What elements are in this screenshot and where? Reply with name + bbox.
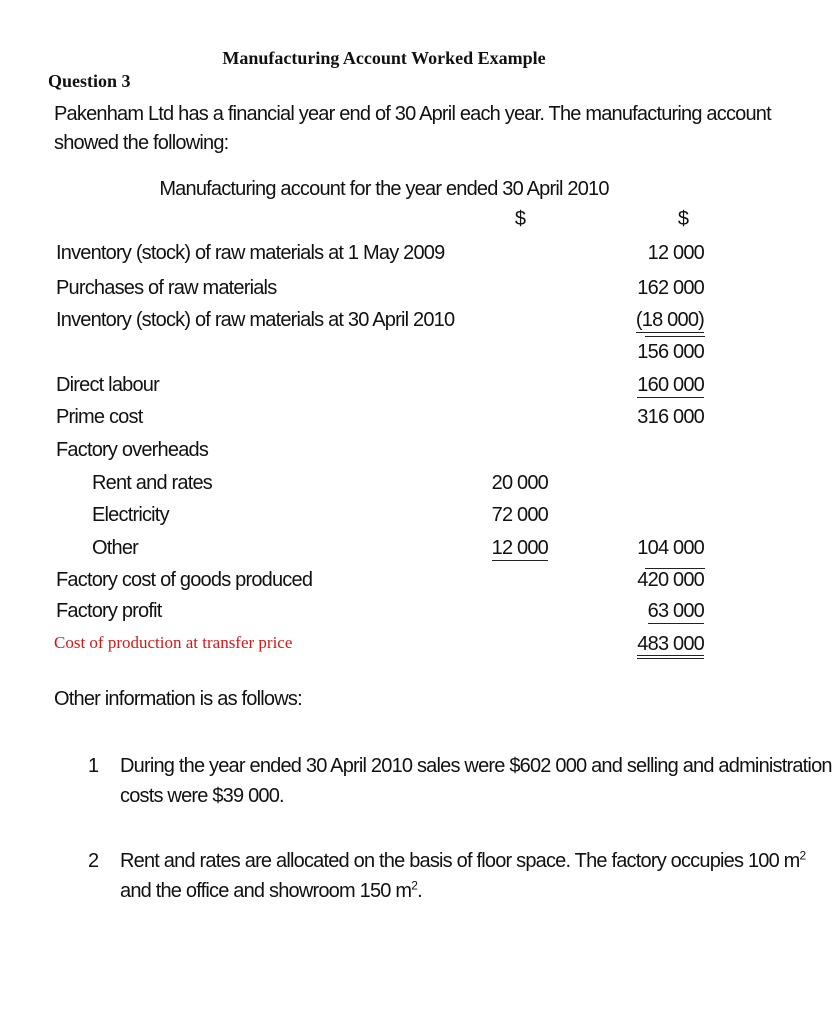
account-row-amount: [600, 600, 704, 623]
account-row-label: Rent and rates: [92, 472, 212, 494]
item-text: and the office and showroom 150 m: [120, 880, 412, 902]
superscript: 2: [411, 878, 418, 893]
account-row-label: Electricity: [92, 504, 169, 526]
account-row-amount: [600, 309, 704, 332]
account-row-label: Purchases of raw materials: [56, 277, 277, 299]
item-number: 1: [88, 755, 99, 777]
account-row-amount: 104 000: [637, 537, 704, 559]
account-title: Manufacturing account for the year ended 30 April 2010: [159, 178, 609, 200]
account-row-label: Factory overheads: [56, 439, 209, 461]
account-row-label: Direct labour: [56, 374, 159, 396]
account-row-amount: 162 000: [637, 277, 704, 299]
item-text-line: During the year ended 30 April 2010 sales were $602 000 and selling and administration: [120, 755, 832, 777]
account-row-label: Other: [92, 537, 139, 559]
amount-underlined: 63 000: [647, 600, 704, 622]
item-number: 2: [88, 850, 99, 872]
account-row-label: Inventory (stock) of raw materials at 1 May 2009: [56, 242, 445, 264]
superscript: 2: [799, 848, 806, 863]
subtotal-rule: [645, 568, 705, 569]
column-header-1: $: [514, 208, 526, 230]
item-text-line: [120, 880, 422, 903]
account-row-subamount: 20 000: [491, 472, 548, 494]
amount-underlined: (18 000): [635, 309, 704, 331]
account-row-amount: 12 000: [647, 242, 704, 264]
item-text: .: [417, 880, 422, 902]
account-row-subamount: 72 000: [491, 504, 548, 526]
intro-text-line-1: Pakenham Ltd has a financial year end of 30 April each year. The manufacturing account: [54, 103, 771, 125]
item-text-line: [120, 850, 805, 873]
item-text-line: costs were $39 000.: [120, 785, 284, 807]
amount-underlined: 160 000: [637, 374, 704, 396]
other-info-heading: Other information is as follows:: [54, 688, 302, 710]
account-row-amount: [600, 633, 704, 656]
account-row-label: Inventory (stock) of raw materials at 30 April 2010: [56, 309, 455, 331]
account-row-amount: [600, 374, 704, 397]
column-header-2: $: [677, 208, 689, 230]
amount-double-underlined: 483 000: [637, 633, 704, 659]
question-label: Question 3: [48, 71, 131, 91]
subtotal-rule: [645, 336, 705, 337]
transfer-price-note: Cost of production at transfer price: [54, 633, 293, 652]
account-row-amount: 420 000: [637, 569, 704, 591]
document-title: Manufacturing Account Worked Example: [222, 48, 546, 68]
intro-text-line-2: showed the following:: [54, 132, 229, 154]
account-row-label: Factory cost of goods produced: [56, 569, 313, 591]
account-row-label: Factory profit: [56, 600, 162, 622]
amount-underlined: 12 000: [491, 537, 548, 559]
account-row-amount: 316 000: [637, 406, 704, 428]
account-row-subamount: [460, 537, 548, 560]
account-row-label: Prime cost: [56, 406, 143, 428]
item-text: Rent and rates are allocated on the basis of floor space. The factory occupies 100 m: [120, 850, 800, 872]
account-row-amount: 156 000: [637, 341, 704, 363]
